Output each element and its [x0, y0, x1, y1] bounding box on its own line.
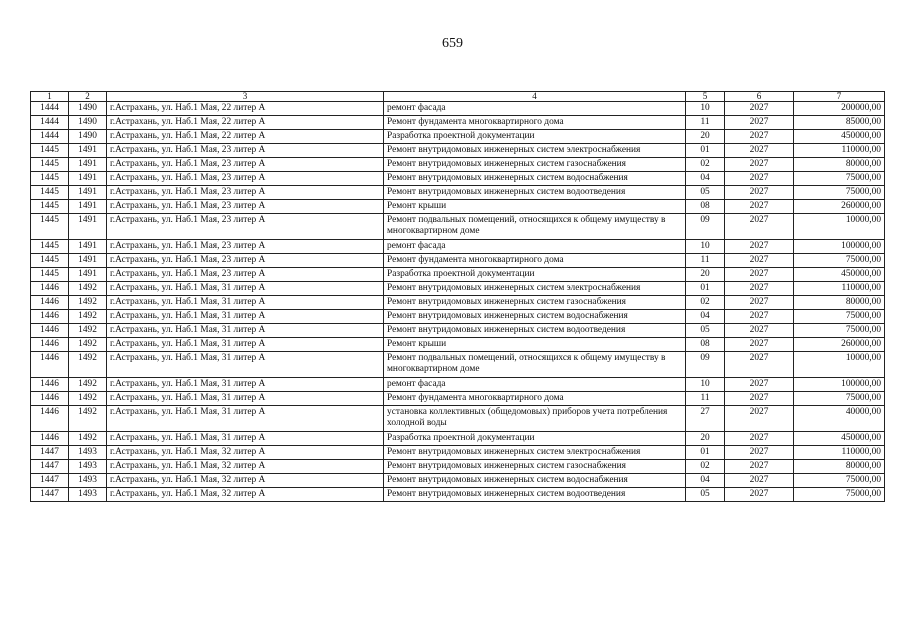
row-number-cell: 1445 — [31, 158, 69, 172]
column-header: 3 — [107, 92, 384, 102]
year-cell: 2027 — [725, 116, 794, 130]
work-code-cell: 20 — [686, 432, 725, 446]
address-cell: г.Астрахань, ул. Наб.1 Мая, 31 литер А — [107, 282, 384, 296]
house-id-cell: 1491 — [69, 214, 107, 240]
table-row — [31, 116, 885, 130]
work-code-cell: 02 — [686, 296, 725, 310]
house-id-cell: 1492 — [69, 352, 107, 378]
cost-cell: 75000,00 — [794, 186, 885, 200]
row-number-cell: 1446 — [31, 296, 69, 310]
house-id-cell: 1491 — [69, 200, 107, 214]
year-cell: 2027 — [725, 488, 794, 502]
table-row — [31, 158, 885, 172]
row-number-cell: 1445 — [31, 172, 69, 186]
page-number: 659 — [442, 36, 463, 51]
address-cell: г.Астрахань, ул. Наб.1 Мая, 31 литер А — [107, 310, 384, 324]
work-code-cell: 27 — [686, 406, 725, 432]
work-code-cell: 11 — [686, 254, 725, 268]
work-code-cell: 10 — [686, 378, 725, 392]
row-number-cell: 1446 — [31, 432, 69, 446]
house-id-cell: 1491 — [69, 186, 107, 200]
year-cell: 2027 — [725, 406, 794, 432]
address-cell: г.Астрахань, ул. Наб.1 Мая, 23 литер А — [107, 144, 384, 158]
work-code-cell: 11 — [686, 116, 725, 130]
row-number-cell: 1446 — [31, 310, 69, 324]
house-id-cell: 1491 — [69, 144, 107, 158]
cost-cell: 100000,00 — [794, 378, 885, 392]
row-number-cell: 1446 — [31, 282, 69, 296]
work-type-cell: ремонт фасада — [384, 378, 686, 392]
address-cell: г.Астрахань, ул. Наб.1 Мая, 23 литер А — [107, 172, 384, 186]
row-number-cell: 1445 — [31, 200, 69, 214]
work-type-cell: Разработка проектной документации — [384, 432, 686, 446]
house-id-cell: 1492 — [69, 378, 107, 392]
cost-cell: 75000,00 — [794, 172, 885, 186]
address-cell: г.Астрахань, ул. Наб.1 Мая, 32 литер А — [107, 460, 384, 474]
table-row — [31, 144, 885, 158]
address-cell: г.Астрахань, ул. Наб.1 Мая, 23 литер А — [107, 254, 384, 268]
year-cell: 2027 — [725, 324, 794, 338]
address-cell: г.Астрахань, ул. Наб.1 Мая, 32 литер А — [107, 474, 384, 488]
work-code-cell: 01 — [686, 446, 725, 460]
cost-cell: 110000,00 — [794, 446, 885, 460]
work-type-cell: Ремонт внутридомовых инженерных систем водоснабжения — [384, 310, 686, 324]
address-cell: г.Астрахань, ул. Наб.1 Мая, 22 литер А — [107, 116, 384, 130]
year-cell: 2027 — [725, 240, 794, 254]
house-id-cell: 1492 — [69, 296, 107, 310]
work-code-cell: 09 — [686, 352, 725, 378]
column-number-row — [31, 92, 885, 102]
house-id-cell: 1492 — [69, 392, 107, 406]
work-code-cell: 20 — [686, 268, 725, 282]
house-id-cell: 1493 — [69, 488, 107, 502]
work-type-cell: Ремонт внутридомовых инженерных систем электроснабжения — [384, 144, 686, 158]
work-code-cell: 08 — [686, 338, 725, 352]
year-cell: 2027 — [725, 186, 794, 200]
cost-cell: 75000,00 — [794, 488, 885, 502]
year-cell: 2027 — [725, 338, 794, 352]
address-cell: г.Астрахань, ул. Наб.1 Мая, 31 литер А — [107, 406, 384, 432]
cost-cell: 260000,00 — [794, 338, 885, 352]
cost-cell: 75000,00 — [794, 324, 885, 338]
work-type-cell: Ремонт крыши — [384, 200, 686, 214]
cost-cell: 450000,00 — [794, 130, 885, 144]
work-type-cell: Разработка проектной документации — [384, 268, 686, 282]
table-row — [31, 268, 885, 282]
cost-cell: 110000,00 — [794, 282, 885, 296]
work-type-cell: Ремонт внутридомовых инженерных систем газоснабжения — [384, 296, 686, 310]
row-number-cell: 1447 — [31, 474, 69, 488]
work-code-cell: 05 — [686, 488, 725, 502]
address-cell: г.Астрахань, ул. Наб.1 Мая, 22 литер А — [107, 130, 384, 144]
year-cell: 2027 — [725, 254, 794, 268]
table-row — [31, 378, 885, 392]
house-id-cell: 1492 — [69, 282, 107, 296]
house-id-cell: 1490 — [69, 116, 107, 130]
row-number-cell: 1447 — [31, 446, 69, 460]
house-id-cell: 1492 — [69, 406, 107, 432]
work-code-cell: 10 — [686, 240, 725, 254]
row-number-cell: 1444 — [31, 130, 69, 144]
table-row — [31, 240, 885, 254]
table-row — [31, 406, 885, 432]
address-cell: г.Астрахань, ул. Наб.1 Мая, 23 литер А — [107, 200, 384, 214]
table-row — [31, 296, 885, 310]
work-type-cell: Ремонт внутридомовых инженерных систем электроснабжения — [384, 282, 686, 296]
work-code-cell: 04 — [686, 474, 725, 488]
work-type-cell: Ремонт крыши — [384, 338, 686, 352]
column-header: 7 — [794, 92, 885, 102]
row-number-cell: 1444 — [31, 102, 69, 116]
cost-cell: 75000,00 — [794, 310, 885, 324]
cost-cell: 80000,00 — [794, 158, 885, 172]
row-number-cell: 1445 — [31, 144, 69, 158]
address-cell: г.Астрахань, ул. Наб.1 Мая, 31 литер А — [107, 324, 384, 338]
work-code-cell: 10 — [686, 102, 725, 116]
house-id-cell: 1493 — [69, 460, 107, 474]
address-cell: г.Астрахань, ул. Наб.1 Мая, 31 литер А — [107, 392, 384, 406]
year-cell: 2027 — [725, 446, 794, 460]
row-number-cell: 1445 — [31, 186, 69, 200]
year-cell: 2027 — [725, 158, 794, 172]
year-cell: 2027 — [725, 102, 794, 116]
cost-cell: 80000,00 — [794, 296, 885, 310]
work-type-cell: Ремонт внутридомовых инженерных систем газоснабжения — [384, 158, 686, 172]
cost-cell: 450000,00 — [794, 432, 885, 446]
work-code-cell: 11 — [686, 392, 725, 406]
work-type-cell: Разработка проектной документации — [384, 130, 686, 144]
work-type-cell: Ремонт фундамента многоквартирного дома — [384, 254, 686, 268]
table-row — [31, 474, 885, 488]
year-cell: 2027 — [725, 144, 794, 158]
year-cell: 2027 — [725, 460, 794, 474]
row-number-cell: 1446 — [31, 324, 69, 338]
house-id-cell: 1492 — [69, 432, 107, 446]
cost-cell: 100000,00 — [794, 240, 885, 254]
work-type-cell: Ремонт внутридомовых инженерных систем водоотведения — [384, 186, 686, 200]
work-type-cell: Ремонт внутридомовых инженерных систем водоотведения — [384, 488, 686, 502]
cost-cell: 450000,00 — [794, 268, 885, 282]
address-cell: г.Астрахань, ул. Наб.1 Мая, 23 литер А — [107, 268, 384, 282]
table-row — [31, 130, 885, 144]
work-type-cell: Ремонт подвальных помещений, относящихся к общему имуществу в многоквартирном доме — [384, 352, 686, 378]
row-number-cell: 1445 — [31, 254, 69, 268]
address-cell: г.Астрахань, ул. Наб.1 Мая, 23 литер А — [107, 214, 384, 240]
table-row — [31, 432, 885, 446]
address-cell: г.Астрахань, ул. Наб.1 Мая, 23 литер А — [107, 158, 384, 172]
cost-cell: 75000,00 — [794, 254, 885, 268]
work-type-cell: Ремонт подвальных помещений, относящихся к общему имуществу в многоквартирном доме — [384, 214, 686, 240]
table-row — [31, 254, 885, 268]
work-type-cell: Ремонт внутридомовых инженерных систем газоснабжения — [384, 460, 686, 474]
work-code-cell: 01 — [686, 144, 725, 158]
column-header: 5 — [686, 92, 725, 102]
year-cell: 2027 — [725, 282, 794, 296]
address-cell: г.Астрахань, ул. Наб.1 Мая, 31 литер А — [107, 378, 384, 392]
cost-cell: 260000,00 — [794, 200, 885, 214]
year-cell: 2027 — [725, 130, 794, 144]
table-row — [31, 392, 885, 406]
row-number-cell: 1444 — [31, 116, 69, 130]
cost-cell: 75000,00 — [794, 474, 885, 488]
row-number-cell: 1446 — [31, 338, 69, 352]
house-id-cell: 1491 — [69, 254, 107, 268]
row-number-cell: 1445 — [31, 214, 69, 240]
cost-cell: 110000,00 — [794, 144, 885, 158]
cost-cell: 10000,00 — [794, 352, 885, 378]
work-code-cell: 05 — [686, 186, 725, 200]
work-type-cell: Ремонт внутридомовых инженерных систем водоснабжения — [384, 474, 686, 488]
table-row — [31, 324, 885, 338]
year-cell: 2027 — [725, 268, 794, 282]
repair-schedule-table — [30, 91, 885, 502]
year-cell: 2027 — [725, 296, 794, 310]
year-cell: 2027 — [725, 200, 794, 214]
house-id-cell: 1491 — [69, 158, 107, 172]
house-id-cell: 1490 — [69, 130, 107, 144]
table-row — [31, 352, 885, 378]
house-id-cell: 1492 — [69, 324, 107, 338]
house-id-cell: 1490 — [69, 102, 107, 116]
table-body — [31, 102, 885, 502]
work-code-cell: 04 — [686, 172, 725, 186]
table-row — [31, 488, 885, 502]
row-number-cell: 1446 — [31, 406, 69, 432]
year-cell: 2027 — [725, 378, 794, 392]
cost-cell: 200000,00 — [794, 102, 885, 116]
cost-cell: 40000,00 — [794, 406, 885, 432]
house-id-cell: 1491 — [69, 268, 107, 282]
row-number-cell: 1447 — [31, 460, 69, 474]
address-cell: г.Астрахань, ул. Наб.1 Мая, 22 литер А — [107, 102, 384, 116]
address-cell: г.Астрахань, ул. Наб.1 Мая, 31 литер А — [107, 338, 384, 352]
table-row — [31, 172, 885, 186]
table-row — [31, 338, 885, 352]
row-number-cell: 1447 — [31, 488, 69, 502]
work-code-cell: 01 — [686, 282, 725, 296]
column-header: 6 — [725, 92, 794, 102]
cost-cell: 75000,00 — [794, 392, 885, 406]
cost-cell: 10000,00 — [794, 214, 885, 240]
column-header: 4 — [384, 92, 686, 102]
work-type-cell: Ремонт внутридомовых инженерных систем водоотведения — [384, 324, 686, 338]
year-cell: 2027 — [725, 432, 794, 446]
work-code-cell: 05 — [686, 324, 725, 338]
work-type-cell: Ремонт внутридомовых инженерных систем водоснабжения — [384, 172, 686, 186]
work-code-cell: 04 — [686, 310, 725, 324]
house-id-cell: 1491 — [69, 172, 107, 186]
row-number-cell: 1445 — [31, 268, 69, 282]
table-row — [31, 200, 885, 214]
row-number-cell: 1446 — [31, 378, 69, 392]
work-code-cell: 08 — [686, 200, 725, 214]
house-id-cell: 1492 — [69, 310, 107, 324]
year-cell: 2027 — [725, 392, 794, 406]
house-id-cell: 1493 — [69, 474, 107, 488]
table-row — [31, 446, 885, 460]
address-cell: г.Астрахань, ул. Наб.1 Мая, 31 литер А — [107, 432, 384, 446]
work-code-cell: 02 — [686, 158, 725, 172]
house-id-cell: 1491 — [69, 240, 107, 254]
work-type-cell: ремонт фасада — [384, 240, 686, 254]
year-cell: 2027 — [725, 352, 794, 378]
house-id-cell: 1492 — [69, 338, 107, 352]
work-type-cell: Ремонт фундамента многоквартирного дома — [384, 392, 686, 406]
column-header: 2 — [69, 92, 107, 102]
work-type-cell: Ремонт фундамента многоквартирного дома — [384, 116, 686, 130]
work-type-cell: Ремонт внутридомовых инженерных систем электроснабжения — [384, 446, 686, 460]
cost-cell: 85000,00 — [794, 116, 885, 130]
row-number-cell: 1445 — [31, 240, 69, 254]
address-cell: г.Астрахань, ул. Наб.1 Мая, 31 литер А — [107, 352, 384, 378]
address-cell: г.Астрахань, ул. Наб.1 Мая, 32 литер А — [107, 488, 384, 502]
row-number-cell: 1446 — [31, 392, 69, 406]
year-cell: 2027 — [725, 474, 794, 488]
work-type-cell: ремонт фасада — [384, 102, 686, 116]
table-row — [31, 102, 885, 116]
column-header: 1 — [31, 92, 69, 102]
work-code-cell: 02 — [686, 460, 725, 474]
work-type-cell: установка коллективных (общедомовых) приборов учета потребления холодной воды — [384, 406, 686, 432]
address-cell: г.Астрахань, ул. Наб.1 Мая, 23 литер А — [107, 240, 384, 254]
table-row — [31, 310, 885, 324]
table-row — [31, 186, 885, 200]
cost-cell: 80000,00 — [794, 460, 885, 474]
address-cell: г.Астрахань, ул. Наб.1 Мая, 23 литер А — [107, 186, 384, 200]
row-number-cell: 1446 — [31, 352, 69, 378]
address-cell: г.Астрахань, ул. Наб.1 Мая, 31 литер А — [107, 296, 384, 310]
year-cell: 2027 — [725, 172, 794, 186]
address-cell: г.Астрахань, ул. Наб.1 Мая, 32 литер А — [107, 446, 384, 460]
year-cell: 2027 — [725, 214, 794, 240]
table-row — [31, 282, 885, 296]
work-code-cell: 20 — [686, 130, 725, 144]
work-code-cell: 09 — [686, 214, 725, 240]
house-id-cell: 1493 — [69, 446, 107, 460]
table-row — [31, 214, 885, 240]
year-cell: 2027 — [725, 310, 794, 324]
table-row — [31, 460, 885, 474]
